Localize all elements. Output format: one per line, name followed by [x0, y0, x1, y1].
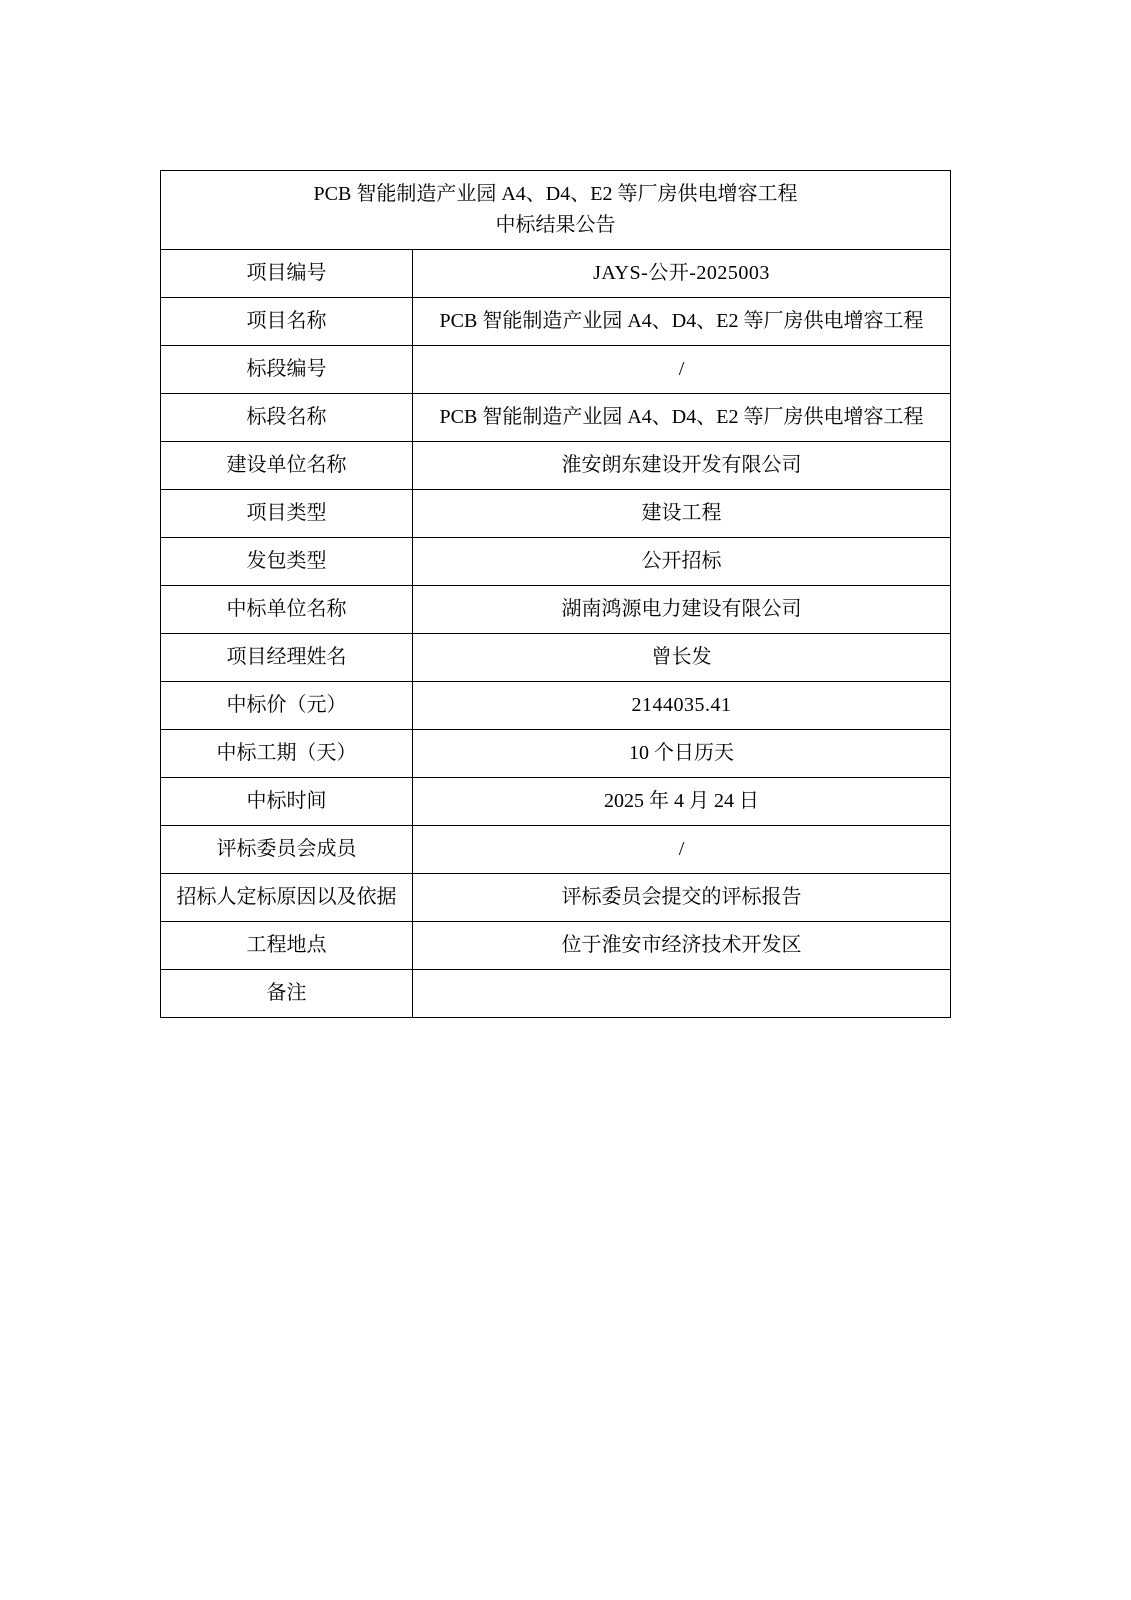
row-value-duration: 10 个日历天 — [413, 730, 951, 778]
row-label-committee: 评标委员会成员 — [161, 826, 413, 874]
row-value-section-code: / — [413, 346, 951, 394]
row-label-bid-price: 中标价（元） — [161, 682, 413, 730]
row-value-winner: 湖南鸿源电力建设有限公司 — [413, 586, 951, 634]
table-row-title — [161, 171, 951, 250]
table-row — [161, 586, 951, 634]
row-label-award-date: 中标时间 — [161, 778, 413, 826]
row-value-project-type: 建设工程 — [413, 490, 951, 538]
row-value-manager: 曾长发 — [413, 634, 951, 682]
row-value-award-basis: 评标委员会提交的评标报告 — [413, 874, 951, 922]
row-label-project-name: 项目名称 — [161, 298, 413, 346]
row-value-location: 位于淮安市经济技术开发区 — [413, 922, 951, 970]
row-value-project-name: PCB 智能制造产业园 A4、D4、E2 等厂房供电增容工程 — [413, 298, 951, 346]
table-row — [161, 250, 951, 298]
table-row — [161, 394, 951, 442]
row-label-winner: 中标单位名称 — [161, 586, 413, 634]
table-row — [161, 778, 951, 826]
table-row — [161, 922, 951, 970]
row-value-project-code: JAYS-公开-2025003 — [413, 250, 951, 298]
row-label-duration: 中标工期（天） — [161, 730, 413, 778]
bid-result-table — [160, 170, 951, 1018]
notice-title — [161, 171, 951, 250]
row-label-contract-type: 发包类型 — [161, 538, 413, 586]
table-row — [161, 826, 951, 874]
notice-title-line2: 中标结果公告 — [495, 214, 616, 236]
table-row — [161, 538, 951, 586]
row-value-remark — [413, 970, 951, 1018]
table-row — [161, 682, 951, 730]
row-label-project-code: 项目编号 — [161, 250, 413, 298]
row-label-remark: 备注 — [161, 970, 413, 1018]
row-value-owner: 淮安朗东建设开发有限公司 — [413, 442, 951, 490]
row-label-manager: 项目经理姓名 — [161, 634, 413, 682]
row-label-section-name: 标段名称 — [161, 394, 413, 442]
row-label-owner: 建设单位名称 — [161, 442, 413, 490]
table-row — [161, 874, 951, 922]
table-row — [161, 490, 951, 538]
table-row — [161, 970, 951, 1018]
table-row — [161, 442, 951, 490]
table-body — [161, 171, 951, 1018]
table-row — [161, 730, 951, 778]
row-value-bid-price: 2144035.41 — [413, 682, 951, 730]
table-row — [161, 634, 951, 682]
row-label-project-type: 项目类型 — [161, 490, 413, 538]
table-row — [161, 298, 951, 346]
row-label-section-code: 标段编号 — [161, 346, 413, 394]
row-value-contract-type: 公开招标 — [413, 538, 951, 586]
row-value-award-date: 2025 年 4 月 24 日 — [413, 778, 951, 826]
table-row — [161, 346, 951, 394]
row-value-section-name: PCB 智能制造产业园 A4、D4、E2 等厂房供电增容工程 — [413, 394, 951, 442]
notice-title-line1: PCB 智能制造产业园 A4、D4、E2 等厂房供电增容工程 — [313, 183, 798, 205]
row-label-location: 工程地点 — [161, 922, 413, 970]
row-label-award-basis: 招标人定标原因以及依据 — [161, 874, 413, 922]
row-value-committee: / — [413, 826, 951, 874]
